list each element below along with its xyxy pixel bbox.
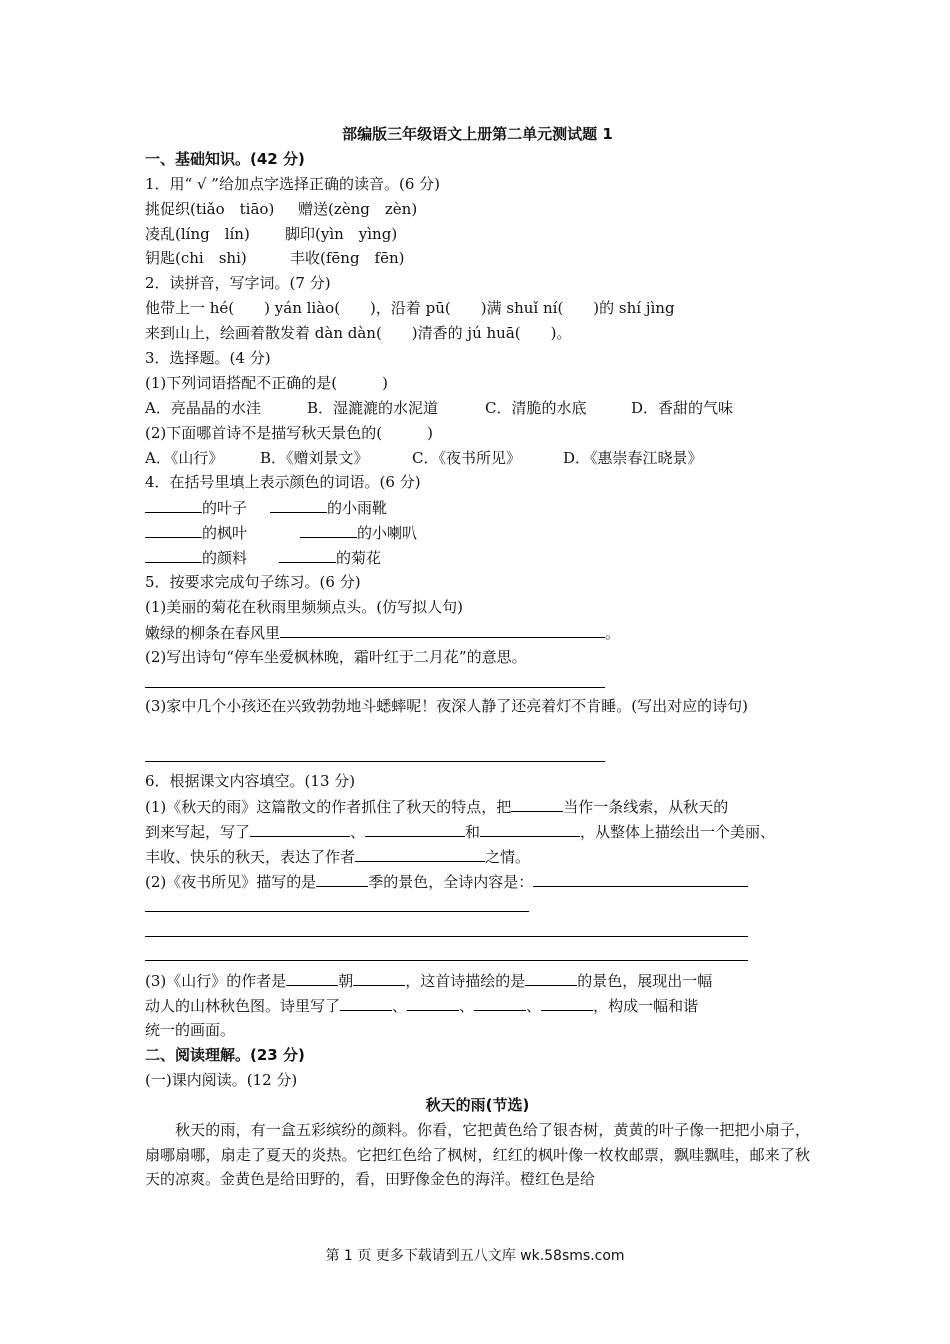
answer-blank[interactable]	[145, 495, 202, 513]
q6-text: 、	[350, 822, 366, 841]
q5-sub1-text: 嫩绿的柳条在春风里	[145, 623, 281, 642]
q4-line-3	[145, 545, 810, 570]
q4-item: 的叶子	[202, 499, 248, 518]
answer-blank[interactable]	[340, 993, 392, 1011]
q6-p3-line-1	[145, 968, 810, 993]
q1-item: 凌乱(líng lín)	[145, 224, 250, 243]
q1-item: 丰收(fēng fēn)	[290, 249, 405, 268]
q2-prompt: 2．读拼音，写字词。(7 分)	[145, 274, 331, 293]
q3-sub2: (2)下面哪首诗不是描写秋天景色的( )	[145, 423, 433, 442]
q5-sub1: (1)美丽的菊花在秋雨里频频点头。(仿写拟人句)	[145, 597, 463, 616]
q6-p3-line-2	[145, 993, 810, 1018]
q6-text: 动人的山林秋色图。诗里写了	[145, 997, 341, 1016]
q6-text: 丰收、快乐的秋天，表达了作者	[145, 847, 356, 866]
option-a: A．亮晶晶的水洼	[145, 398, 261, 417]
answer-blank[interactable]	[250, 819, 350, 837]
q6-p1-line-1	[145, 794, 810, 819]
q1-line-1	[145, 197, 810, 222]
option-b: B．《赠刘景文》	[260, 448, 369, 467]
option-c: C．清脆的水底	[485, 398, 587, 417]
answer-blank[interactable]	[541, 993, 593, 1011]
section-1-heading: 一、基础知识。(42 分)	[145, 149, 305, 168]
q1-line-2	[145, 222, 810, 247]
q5-prompt: 5．按要求完成句子练习。(6 分)	[145, 573, 361, 592]
q6-text: 当作一条线索，从秋天的	[563, 798, 729, 817]
q1-item: 钥匙(chi shi)	[145, 249, 247, 268]
answer-line[interactable]	[145, 919, 748, 937]
q1-item: 挑促织(tiǎo tiāo)	[145, 199, 275, 218]
q5-sub3: (3)家中几个小孩还在兴致勃勃地斗蟋蟀呢！夜深人静了还亮着灯不肯睡。(写出对应的诗句)	[145, 697, 748, 716]
q4-item: 的菊花	[336, 549, 382, 568]
q1-line-3	[145, 246, 810, 271]
answer-line[interactable]	[145, 943, 748, 961]
q6-prompt: 6．根据课文内容填空。(13 分)	[145, 772, 356, 791]
q3-sub2-options	[145, 446, 810, 471]
q6-text: 到来写起，写了	[145, 822, 251, 841]
q2-line-1: 他带上一 hé( ) yán liào( )，沿着 pū( )满 shuǐ ní( )的 shí jìng	[145, 299, 675, 318]
passage-text: 秋天的雨，有一盒五彩缤纷的颜料。你看，它把黄色给了银杏树，黄黄的叶子像一把把小扇子，扇哪扇哪，扇走了夏天的炎热。它把红色给了枫树，红红的枫叶像一枚枚邮票，飘哇飘哇，邮来了秋天的凉爽。金黄色是给田野的，看，田野像金色的海洋。橙红色是给	[145, 1120, 810, 1189]
q4-line-1	[145, 495, 810, 520]
q4-item: 的颜料	[202, 549, 248, 568]
q5-sub1-end: 。	[605, 623, 621, 642]
q6-p1-line-2	[145, 819, 810, 844]
option-a: A．《山行》	[145, 448, 224, 467]
q6-text: (1)《秋天的雨》这篇散文的作者抓住了秋天的特点，把	[145, 798, 512, 817]
page-footer: 第 1 页 更多下载请到五八文库 wk.58sms.com	[325, 1248, 625, 1264]
q6-p1-line-3	[145, 844, 810, 869]
q1-prompt: 1．用“ √ ”给加点字选择正确的读音。(6 分)	[145, 174, 440, 193]
q6-text: ，从整体上描绘出一个美丽、	[580, 822, 776, 841]
answer-blank[interactable]	[480, 819, 580, 837]
q2-line-2: 来到山上，绘画着散发着 dàn dàn( )清香的 jú huā( )。	[145, 324, 572, 343]
q3-sub1-options	[145, 396, 810, 421]
section-2-subheading: (一)课内阅读。(12 分)	[145, 1070, 298, 1089]
q1-item: 脚印(yìn yìng)	[285, 224, 398, 243]
q6-p2-line-1	[145, 869, 810, 894]
answer-blank[interactable]	[300, 520, 357, 538]
page-title: 部编版三年级语文上册第二单元测试题 1	[342, 125, 613, 143]
answer-blank[interactable]	[355, 844, 485, 862]
q4-item: 的小喇叭	[357, 524, 418, 543]
answer-blank[interactable]	[474, 993, 526, 1011]
option-d: D．香甜的气味	[631, 398, 734, 417]
answer-blank[interactable]	[353, 968, 405, 986]
answer-blank[interactable]	[316, 869, 368, 887]
answer-blank[interactable]	[365, 819, 465, 837]
q6-text: 朝	[338, 972, 354, 991]
q6-text: ，这首诗描绘的是	[405, 972, 526, 991]
answer-blank[interactable]	[525, 968, 577, 986]
q4-line-2	[145, 520, 810, 545]
q3-prompt: 3．选择题。(4 分)	[145, 349, 271, 368]
q6-text: 、	[392, 997, 408, 1016]
answer-blank[interactable]	[145, 545, 202, 563]
passage-title: 秋天的雨(节选)	[425, 1095, 530, 1114]
q6-p3-line-3: 统一的画面。	[145, 1021, 236, 1040]
answer-blank[interactable]	[145, 520, 202, 538]
q6-text: 和	[465, 822, 481, 841]
answer-blank[interactable]	[286, 968, 338, 986]
answer-blank[interactable]	[533, 869, 748, 887]
q6-text: (2)《夜书所见》描写的是	[145, 872, 317, 891]
q1-item: 赠送(zèng zèn)	[298, 199, 418, 218]
q6-text: (3)《山行》的作者是	[145, 972, 287, 991]
q6-text: 之情。	[485, 847, 531, 866]
option-c: C．《夜书所见》	[412, 448, 521, 467]
q4-item: 的枫叶	[202, 524, 248, 543]
q6-text: ，构成一幅和谐	[593, 997, 699, 1016]
q4-item: 的小雨靴	[327, 499, 388, 518]
q6-text: 、	[526, 997, 542, 1016]
q6-text: 的景色，展现出一幅	[577, 972, 713, 991]
answer-blank[interactable]	[270, 495, 327, 513]
answer-blank[interactable]	[279, 545, 336, 563]
q6-text: 季的景色，全诗内容是：	[368, 872, 534, 891]
option-d: D．《惠崇春江晓景》	[563, 448, 703, 467]
answer-blank[interactable]	[511, 794, 563, 812]
answer-blank[interactable]	[407, 993, 459, 1011]
q5-sub2: (2)写出诗句“停车坐爱枫林晚，霜叶红于二月花”的意思。	[145, 647, 527, 666]
answer-line[interactable]	[145, 670, 605, 688]
document-body	[145, 122, 810, 1192]
answer-blank[interactable]	[280, 620, 605, 638]
q6-text: 、	[459, 997, 475, 1016]
answer-line[interactable]	[145, 744, 605, 762]
section-2-heading: 二、阅读理解。(23 分)	[145, 1045, 305, 1064]
option-b: B．湿漉漉的水泥道	[307, 398, 439, 417]
answer-line[interactable]	[145, 894, 529, 912]
q3-sub1: (1)下列词语搭配不正确的是( )	[145, 373, 388, 392]
q5-sub1-line	[145, 620, 810, 645]
q4-prompt: 4．在括号里填上表示颜色的词语。(6 分)	[145, 473, 421, 492]
